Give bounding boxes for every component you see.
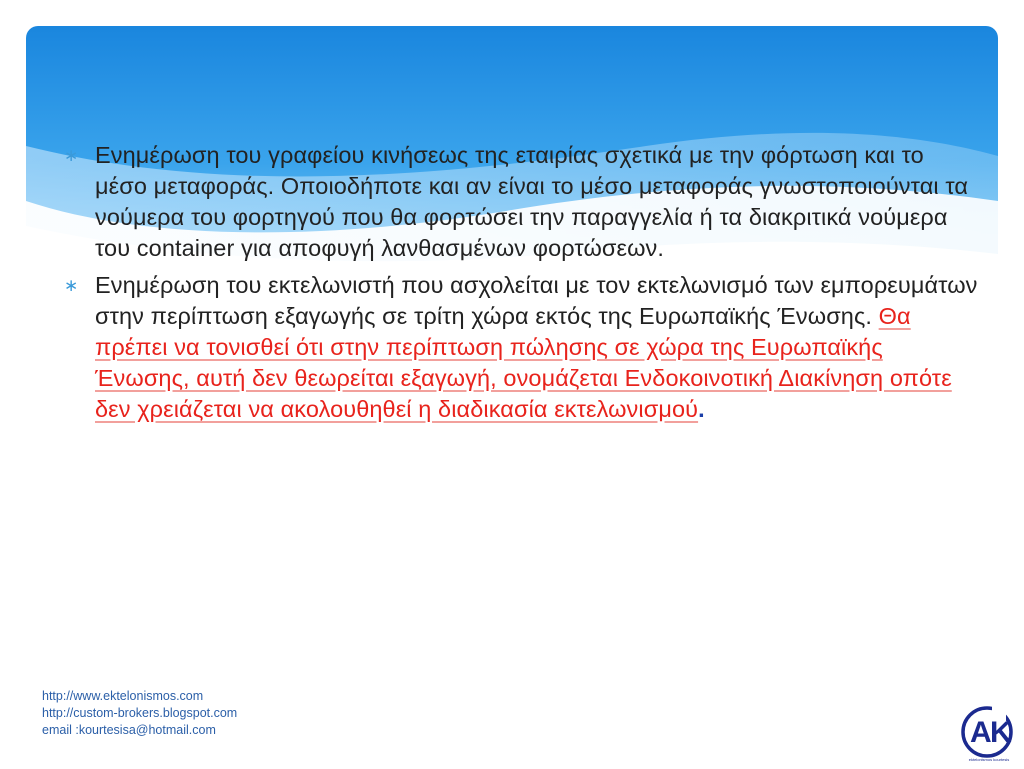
- footer-contact: [42, 688, 237, 739]
- bullet-item-1: [60, 140, 980, 264]
- bullet-text-2: Ενημέρωση του εκτελωνιστή που ασχολείται με τον εκτελωνισμό των εμπορευμάτων στην περίπτωση εξαγωγής σε τρίτη χώρα εκτός της Ευρωπαϊκής Ένωσης.: [95, 272, 978, 329]
- blog-link[interactable]: http://custom-brokers.blogspot.com: [42, 706, 238, 720]
- svg-text:K: K: [990, 716, 1012, 749]
- highlight-note: Θα πρέπει να τονισθεί ότι στην περίπτωση πώλησης σε χώρα της Ευρωπαϊκής Ένωσης, αυτή δεν θεωρείται εξαγωγή, ονομάζεται Ενδοκοινοτική Διακίνηση οπότε δεν χρειάζεται να ακολουθηθεί η διαδικασία εκτελωνισμού: [95, 303, 952, 422]
- ak-logo-icon: [958, 706, 1020, 764]
- asterisk-bullet-icon: ∗: [64, 276, 79, 295]
- svg-text:A: A: [970, 716, 992, 749]
- website-link[interactable]: http://www.ektelonismos.com: [42, 689, 204, 703]
- email-link[interactable]: email :kourtesisa@hotmail.com: [42, 723, 216, 737]
- bullet-end-period: .: [698, 396, 705, 422]
- bullet-list: [60, 140, 980, 431]
- asterisk-bullet-icon: ∗: [64, 146, 79, 165]
- ak-logo: [958, 706, 1020, 764]
- svg-text:ektelonismos kourtesis: ektelonismos kourtesis: [968, 757, 1010, 762]
- bullet-text-1: Ενημέρωση του γραφείου κινήσεως της εταιρίας σχετικά με την φόρτωση και το μέσο μεταφοράς. Οποιοδήποτε και αν είναι το μέσο μεταφοράς γνωστοποιούνται τα νούμερα του φορτηγού που θα φορτώσει την παραγγελία ή τα διακριτικά νούμερα του container για αποφυγή λανθασμένων φορτώσεων.: [95, 142, 969, 261]
- bullet-item-2: [60, 270, 980, 425]
